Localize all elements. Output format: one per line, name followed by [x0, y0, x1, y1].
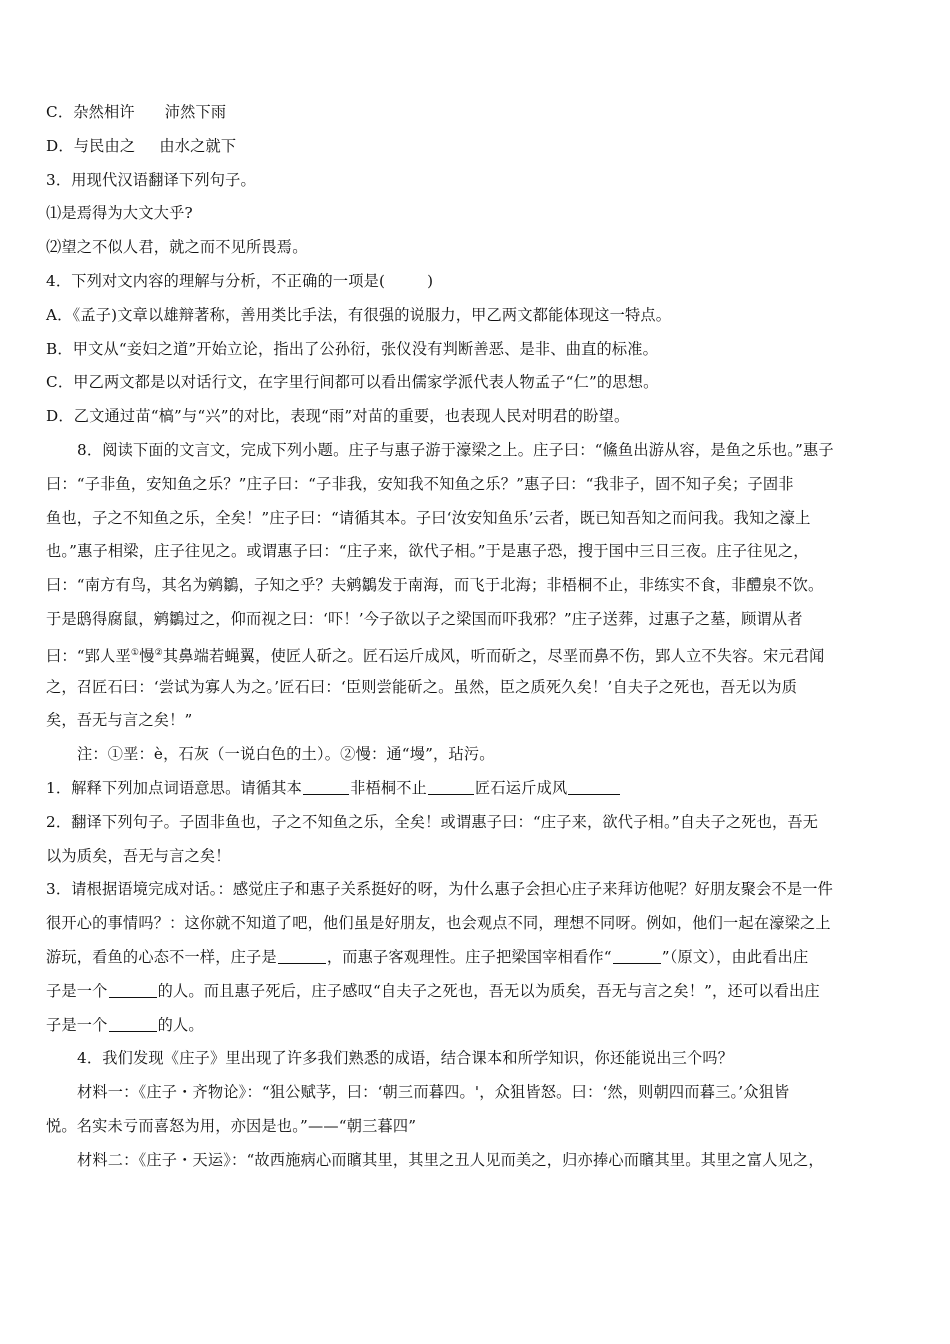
q4-option-c: C．甲乙两文都是以对话行文，在字里行间都可以看出儒家学派代表人物孟子“仁”的思想。 — [46, 373, 659, 392]
p2-q3-l4-a: 子是一个 — [46, 981, 108, 1000]
p2-q1-stem: 1．解释下列加点词语意思。请循其本 — [46, 778, 303, 797]
p2-q2-line-1: 2．翻译下列句子。子固非鱼也，子之不知鱼之乐，全矣！或谓惠子曰：“庄子来，欲代子相。”自夫子之死也，吾无 — [46, 812, 819, 831]
answer-blank[interactable] — [568, 776, 620, 795]
p2-q4-stem: 4．我们发现《庄子》里出现了许多我们熟悉的成语，结合课本和所学知识，你还能说出三个吗？ — [77, 1049, 734, 1068]
exam-page — [46, 96, 906, 1178]
p2-q3-l4-b: 的人。而且惠子死后，庄子感叹“自夫子之死也，吾无以为质矣，吾无与言之矣！”，还可以看出庄 — [157, 981, 820, 1000]
passage-line-3: 鱼也，子之不知鱼之乐，全矣！”庄子曰：“请循其本。子曰‘汝安知鱼乐’云者，既已知吾知之而问我。我知之濠上 — [46, 508, 811, 527]
p2-q2-line-2: 以为质矣，吾无与言之矣！ — [46, 846, 231, 865]
q2-option-c — [46, 96, 906, 130]
option-d-first: D．与民由之 — [46, 136, 136, 155]
p2-q3-line-2: 很开心的事情吗？：这你就不知道了吧，他们虽是好朋友，也会观点不同，理想不同呀。例如，他们一起在濠梁之上 — [46, 914, 831, 933]
p2-q3-l3-c: ”（原文），由此看出庄 — [661, 947, 809, 966]
answer-blank[interactable] — [428, 776, 474, 795]
footnote-marker-2: ② — [154, 647, 163, 658]
passage-line-7 — [46, 637, 906, 671]
footnote-marker-1: ① — [130, 647, 140, 658]
p2-q3-l3-a: 游玩，看鱼的心态不一样，庄子是 — [46, 947, 277, 966]
q2-option-d — [46, 130, 906, 164]
passage-line-6: 于是鸱得腐鼠，鹓鶵过之，仰而视之曰：‘吓！’今子欲以子之梁国而吓我邪？”庄子送葬，过惠子之墓，顾谓从者 — [46, 609, 803, 628]
p2-q3-line-5 — [46, 1009, 906, 1043]
passage-line-7-b: 慢 — [139, 646, 155, 665]
p2-q3-l3-b: ，而惠子客观理性。庄子把梁国宰相看作“ — [326, 947, 612, 966]
option-c-second: 沛然下雨 — [164, 103, 227, 121]
material-1-line-1: 材料一：《庄子・齐物论》：“狙公赋芧，曰：‘朝三而暮四。'，众狙皆怒。曰：‘然，则朝四而暮三。’众狙皆 — [77, 1083, 790, 1102]
answer-blank[interactable] — [109, 979, 157, 998]
p2-q3-l5-b: 的人。 — [157, 1015, 204, 1034]
p2-q1 — [46, 772, 906, 806]
passage-line-1: 8．阅读下面的文言文，完成下列小题。庄子与惠子游于濠梁之上。庄子曰：“鯈鱼出游从容，是鱼之乐也。”惠子 — [77, 440, 834, 459]
passage-line-9: 矣，吾无与言之矣！” — [46, 711, 193, 730]
answer-blank[interactable] — [109, 1013, 157, 1032]
passage-line-7-a: 曰：“郢人垩 — [46, 646, 131, 665]
q4-option-d: D．乙文通过苗“槁”与“兴”的对比，表现“雨”对苗的重要，也表现人民对明君的盼望。 — [46, 407, 630, 426]
material-1-line-2: 悦。名实未亏而喜怒为用，亦因是也。”——“朝三暮四” — [46, 1116, 417, 1135]
p2-q1-word3: 匠石运斤成风 — [475, 778, 568, 797]
passage-note: 注：①垩：è，石灰（一说白色的土）。②慢：通“墁”，玷污。 — [77, 745, 495, 764]
passage-line-8: 之，召匠石曰：‘尝试为寡人为之。’匠石曰：‘臣则尝能斫之。虽然，臣之质死久矣！’自夫子之死也，吾无以为质 — [46, 677, 798, 696]
material-2-line-1: 材料二：《庄子・天运》：“故西施病心而矉其里，其里之丑人见而美之，归亦捧心而矉其里。其里之富人见之， — [77, 1150, 824, 1169]
passage-line-2: 曰：“子非鱼，安知鱼之乐？”庄子曰：“子非我，安知我不知鱼之乐？”惠子曰：“我非子，固不知子矣；子固非 — [46, 474, 794, 493]
q4-stem-text: 4．下列对文内容的理解与分析，不正确的一项是( — [46, 271, 386, 290]
q3-item-2: ⑵望之不似人君，就之而不见所畏焉。 — [46, 238, 308, 257]
p2-q3-l5-a: 子是一个 — [46, 1015, 108, 1034]
passage-line-7-c: 其鼻端若蝇翼，使匠人斫之。匠石运斤成风，听而斫之，尽垩而鼻不伤，郢人立不失容。宋元君闻 — [162, 646, 825, 665]
q4-option-a: A．《孟子)文章以雄辩著称，善用类比手法，有很强的说服力，甲乙两文都能体现这一特点。 — [46, 305, 672, 324]
q3-stem: 3．用现代汉语翻译下列句子。 — [46, 170, 256, 189]
q4-stem-close: ) — [427, 271, 434, 290]
p2-q3-line-4 — [46, 975, 906, 1009]
p2-q1-word2: 非梧桐不止 — [350, 778, 428, 797]
p2-q3-line-3 — [46, 941, 906, 975]
option-d-second: 由水之就下 — [159, 136, 237, 155]
q4-stem — [46, 265, 906, 299]
q3-item-1: ⑴是焉得为大文大乎? — [46, 204, 193, 223]
answer-blank[interactable] — [278, 945, 326, 964]
p2-q3-line-1: 3．请根据语境完成对话。：感觉庄子和惠子关系挺好的呀，为什么惠子会担心庄子来拜访他呢？好朋友聚会不是一件 — [46, 880, 834, 899]
passage-line-5: 曰：“南方有鸟，其名为鹓鶵，子知之乎？夫鹓鶵发于南海，而飞于北海；非梧桐不止，非练实不食，非醴泉不饮。 — [46, 576, 824, 595]
q4-option-b: B．甲文从“妾妇之道”开始立论，指出了公孙衍，张仪没有判断善恶、是非、曲直的标准。 — [46, 339, 659, 358]
passage-line-4: 也。”惠子相梁，庄子往见之。或谓惠子曰：“庄子来，欲代子相。”于是惠子恐，搜于国中三日三夜。庄子往见之， — [46, 542, 809, 561]
answer-blank[interactable] — [303, 776, 349, 795]
answer-blank[interactable] — [613, 945, 661, 964]
option-c-first: C．杂然相许 — [46, 103, 135, 121]
